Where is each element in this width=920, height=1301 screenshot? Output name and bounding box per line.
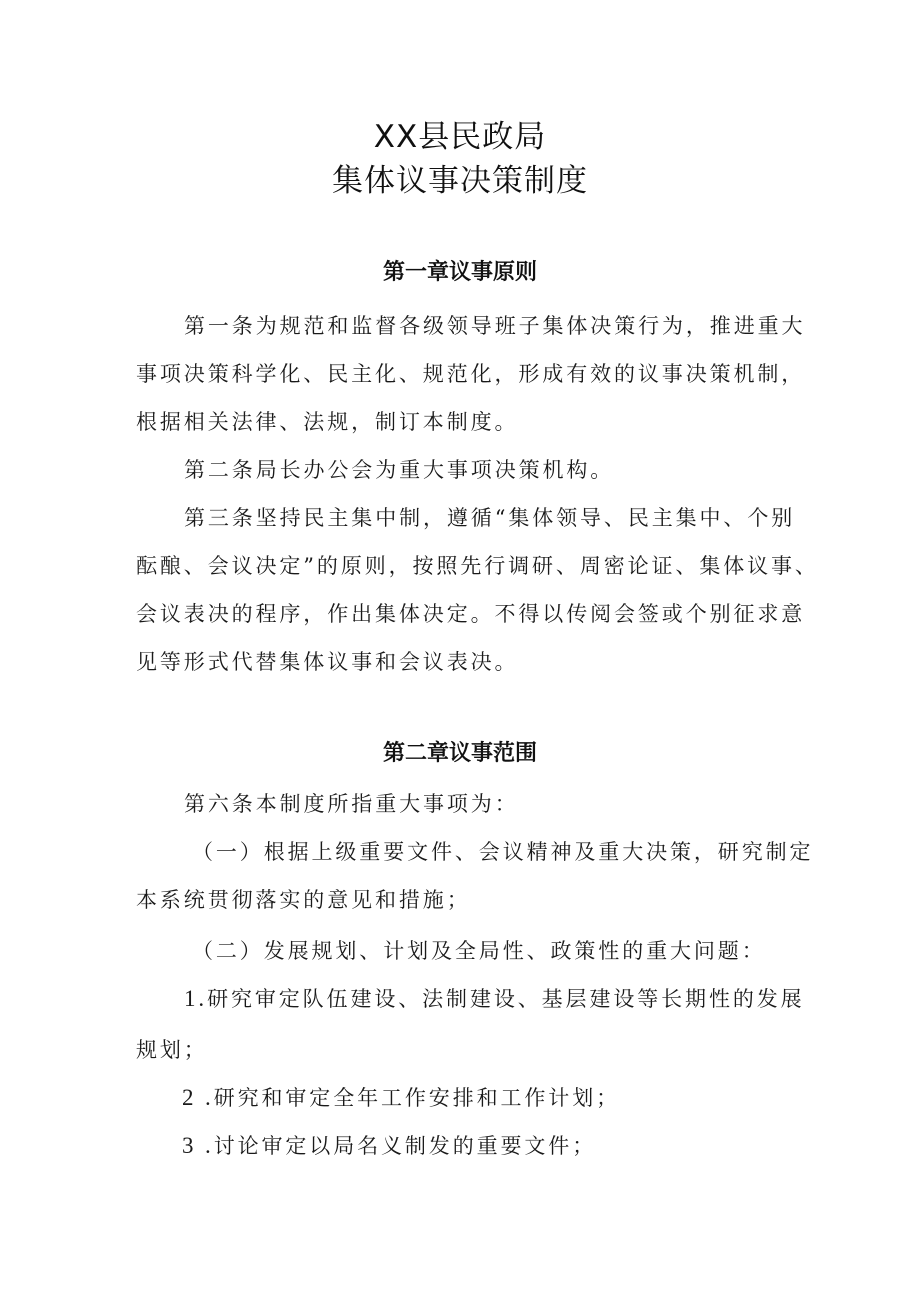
list-item-text: 研究审定队伍建设、法制建设、基层建设等长期性的发展 [207, 987, 805, 1011]
paragraph-line: 本系统贯彻落实的意见和措施； [136, 888, 471, 912]
paragraph-line: 见等形式代替集体议事和会议表决。 [136, 650, 519, 674]
list-item [182, 1083, 620, 1113]
paragraph-line: 酝酿、会议决定”的原则，按照先行调研、周密论证、集体议事、 [136, 554, 819, 578]
document-title-line2: 集体议事决策制度 [332, 163, 588, 199]
paragraph-line: 根据相关法律、法规，制订本制度。 [136, 410, 519, 434]
paragraph-line: 事项决策科学化、民主化、规范化，形成有效的议事决策机制， [136, 362, 806, 386]
list-item-number: 1. [184, 986, 208, 1011]
chapter2-heading: 第二章议事范围 [382, 741, 537, 766]
paragraph-line: 第六条本制度所指重大事项为： [184, 792, 519, 816]
paragraph-line: 会议表决的程序，作出集体决定。不得以传阅会签或个别征求意 [136, 602, 806, 626]
chapter1-heading: 第一章议事原则 [382, 260, 537, 285]
paragraph-line: 第三条坚持民主集中制，遵循“集体领导、民主集中、个别 [184, 506, 796, 530]
paragraph-line: （一）根据上级重要文件、会议精神及重大决策，研究制定 [192, 840, 814, 864]
list-item-number: 3 . [182, 1133, 214, 1158]
document-title-line1: XX县民政局 [373, 119, 547, 155]
paragraph-line: 规划； [136, 1038, 208, 1062]
paragraph-line: （二）发展规划、计划及全局性、政策性的重大问题： [192, 939, 766, 963]
paragraph-line: 第一条为规范和监督各级领导班子集体决策行为，推进重大 [184, 314, 806, 338]
list-item-number: 2 . [182, 1085, 214, 1110]
list-item [184, 984, 805, 1014]
list-item [182, 1131, 596, 1161]
paragraph-line: 第二条局长办公会为重大事项决策机构。 [184, 458, 615, 482]
list-item-text: 讨论审定以局名义制发的重要文件； [213, 1134, 597, 1158]
list-item-text: 研究和审定全年工作安排和工作计划； [213, 1086, 621, 1110]
